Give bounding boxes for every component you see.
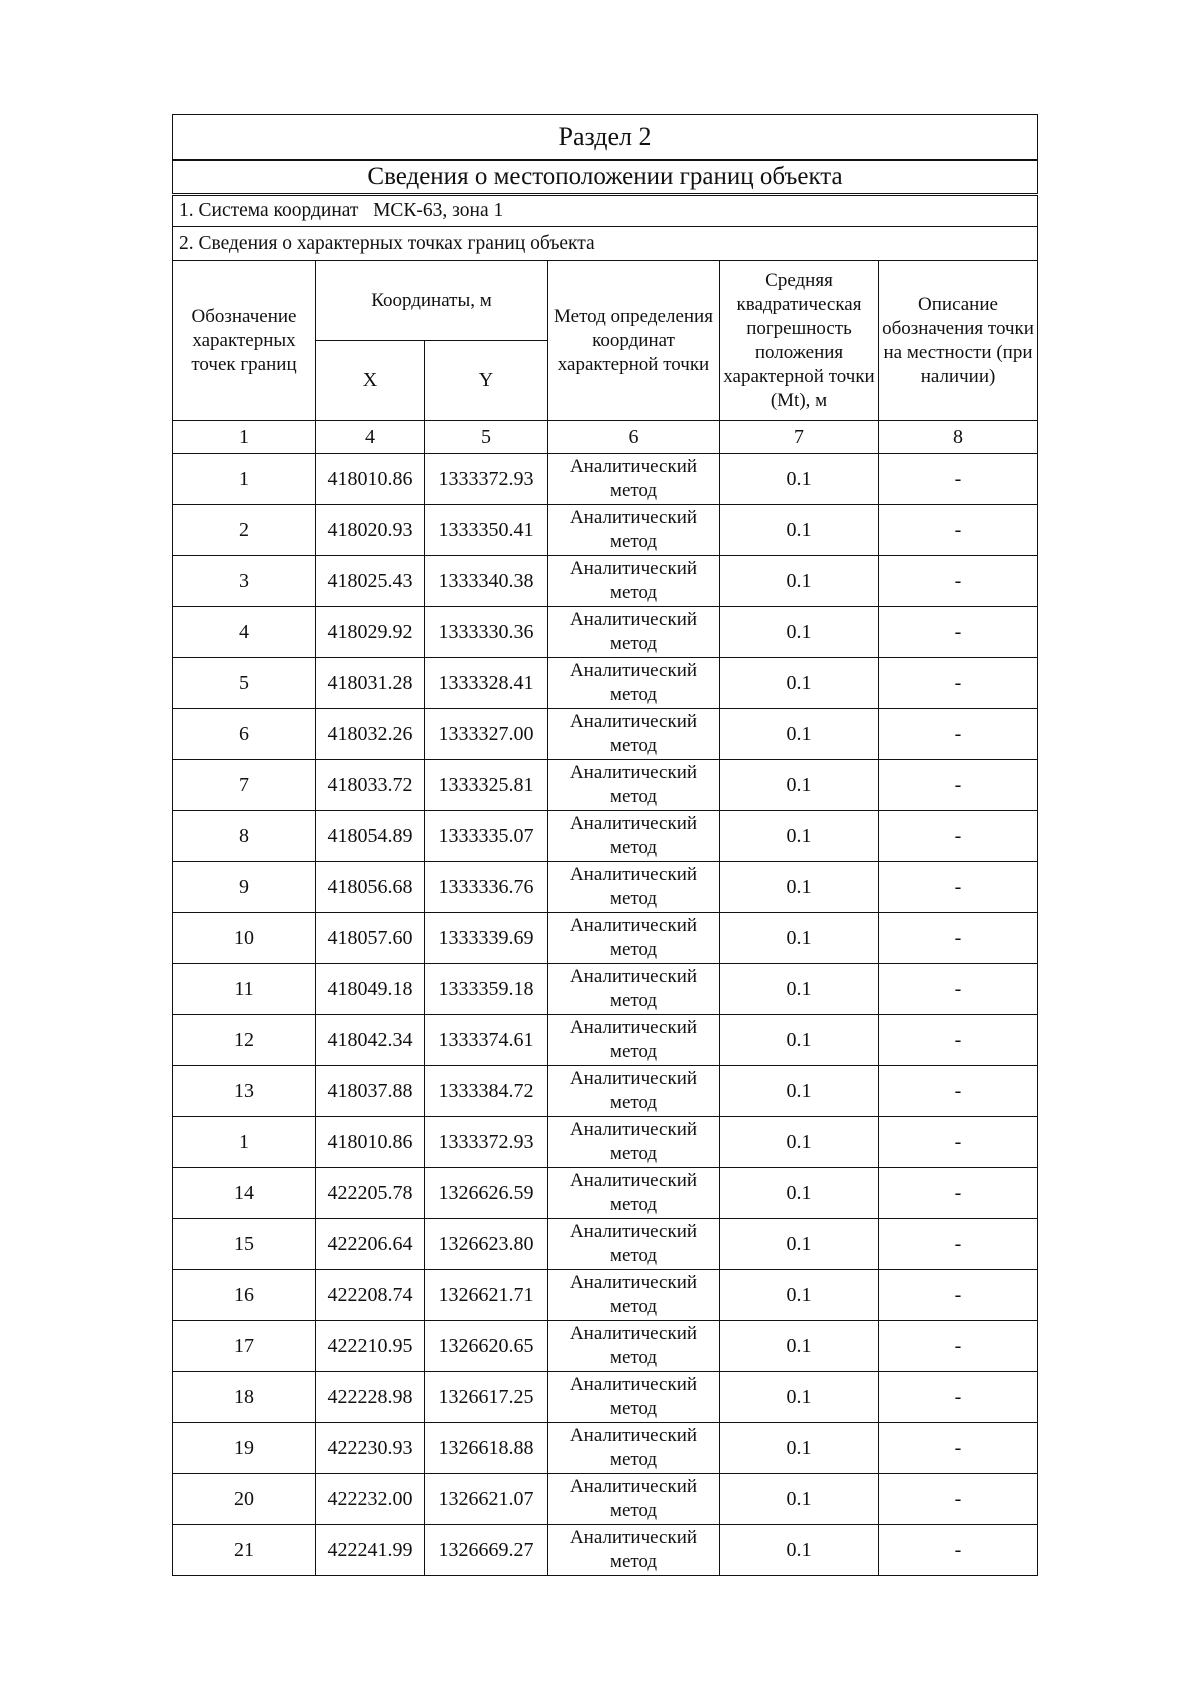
point-cell: 7: [173, 760, 316, 811]
method-cell: Аналитический метод: [548, 556, 720, 607]
x-cell: 418054.89: [316, 811, 425, 862]
accuracy-cell: 0.1: [720, 760, 879, 811]
point-cell: 20: [173, 1474, 316, 1525]
description-cell: -: [879, 1525, 1038, 1576]
accuracy-cell: 0.1: [720, 607, 879, 658]
point-cell: 5: [173, 658, 316, 709]
point-cell: 16: [173, 1270, 316, 1321]
column-number: 5: [425, 421, 548, 454]
method-cell: Аналитический метод: [548, 505, 720, 556]
method-cell: Аналитический метод: [548, 913, 720, 964]
x-cell: 418025.43: [316, 556, 425, 607]
table-row: [173, 505, 1038, 556]
y-cell: 1333340.38: [425, 556, 548, 607]
accuracy-cell: 0.1: [720, 1321, 879, 1372]
description-cell: -: [879, 1066, 1038, 1117]
accuracy-cell: 0.1: [720, 1525, 879, 1576]
x-cell: 418031.28: [316, 658, 425, 709]
accuracy-cell: 0.1: [720, 1219, 879, 1270]
point-cell: 9: [173, 862, 316, 913]
x-cell: 422205.78: [316, 1168, 425, 1219]
description-cell: -: [879, 607, 1038, 658]
table-row: [173, 811, 1038, 862]
method-cell: Аналитический метод: [548, 1372, 720, 1423]
x-cell: 418033.72: [316, 760, 425, 811]
point-cell: 12: [173, 1015, 316, 1066]
table-row: [173, 1525, 1038, 1576]
table-row: [173, 1117, 1038, 1168]
x-cell: 418037.88: [316, 1066, 425, 1117]
point-cell: 4: [173, 607, 316, 658]
description-cell: -: [879, 1423, 1038, 1474]
x-cell: 418056.68: [316, 862, 425, 913]
table-row: [173, 1474, 1038, 1525]
y-cell: 1326621.71: [425, 1270, 548, 1321]
method-cell: Аналитический метод: [548, 760, 720, 811]
accuracy-cell: 0.1: [720, 658, 879, 709]
points-heading: 2. Сведения о характерных точках границ объекта: [173, 227, 1038, 261]
x-cell: 422206.64: [316, 1219, 425, 1270]
y-cell: 1326620.65: [425, 1321, 548, 1372]
method-cell: Аналитический метод: [548, 1321, 720, 1372]
x-cell: 418049.18: [316, 964, 425, 1015]
x-cell: 418029.92: [316, 607, 425, 658]
description-cell: -: [879, 1015, 1038, 1066]
accuracy-cell: 0.1: [720, 454, 879, 505]
accuracy-cell: 0.1: [720, 913, 879, 964]
method-cell: Аналитический метод: [548, 1525, 720, 1576]
y-cell: 1326618.88: [425, 1423, 548, 1474]
y-cell: 1333339.69: [425, 913, 548, 964]
section-title: Раздел 2: [173, 115, 1038, 161]
y-cell: 1333374.61: [425, 1015, 548, 1066]
method-cell: Аналитический метод: [548, 1423, 720, 1474]
method-cell: Аналитический метод: [548, 1474, 720, 1525]
table-row: [173, 1423, 1038, 1474]
description-cell: -: [879, 1270, 1038, 1321]
x-cell: 418057.60: [316, 913, 425, 964]
description-cell: -: [879, 1321, 1038, 1372]
point-cell: 11: [173, 964, 316, 1015]
description-cell: -: [879, 1168, 1038, 1219]
accuracy-cell: 0.1: [720, 1168, 879, 1219]
y-cell: 1326621.07: [425, 1474, 548, 1525]
description-cell: -: [879, 1117, 1038, 1168]
column-number: 6: [548, 421, 720, 454]
table-row: [173, 1168, 1038, 1219]
accuracy-cell: 0.1: [720, 1015, 879, 1066]
table-row: [173, 1321, 1038, 1372]
table-row: [173, 1270, 1038, 1321]
x-cell: 422228.98: [316, 1372, 425, 1423]
y-cell: 1333336.76: [425, 862, 548, 913]
description-cell: -: [879, 811, 1038, 862]
method-cell: Аналитический метод: [548, 658, 720, 709]
header-method: Метод определения координат характерной точки: [548, 261, 720, 421]
accuracy-cell: 0.1: [720, 964, 879, 1015]
accuracy-cell: 0.1: [720, 709, 879, 760]
accuracy-cell: 0.1: [720, 811, 879, 862]
coordinate-system: 1. Система координат МСК-63, зона 1: [173, 195, 1038, 227]
table-row: [173, 964, 1038, 1015]
accuracy-cell: 0.1: [720, 1066, 879, 1117]
x-cell: 418032.26: [316, 709, 425, 760]
x-cell: 422208.74: [316, 1270, 425, 1321]
table-row: [173, 556, 1038, 607]
table-row: [173, 1015, 1038, 1066]
y-cell: 1333384.72: [425, 1066, 548, 1117]
description-cell: -: [879, 556, 1038, 607]
table-row: [173, 862, 1038, 913]
header-accuracy: Средняя квадратическая погрешность положения характерной точки (Mt), м: [720, 261, 879, 421]
method-cell: Аналитический метод: [548, 964, 720, 1015]
boundary-points-table: [172, 114, 1038, 1576]
method-cell: Аналитический метод: [548, 1168, 720, 1219]
method-cell: Аналитический метод: [548, 1117, 720, 1168]
accuracy-cell: 0.1: [720, 1474, 879, 1525]
description-cell: -: [879, 964, 1038, 1015]
method-cell: Аналитический метод: [548, 1270, 720, 1321]
table-row: [173, 709, 1038, 760]
method-cell: Аналитический метод: [548, 1219, 720, 1270]
x-cell: 422210.95: [316, 1321, 425, 1372]
point-cell: 1: [173, 454, 316, 505]
point-cell: 2: [173, 505, 316, 556]
point-cell: 14: [173, 1168, 316, 1219]
x-cell: 422230.93: [316, 1423, 425, 1474]
description-cell: -: [879, 862, 1038, 913]
accuracy-cell: 0.1: [720, 1423, 879, 1474]
y-cell: 1333335.07: [425, 811, 548, 862]
method-cell: Аналитический метод: [548, 1015, 720, 1066]
table-row: [173, 760, 1038, 811]
description-cell: -: [879, 454, 1038, 505]
y-cell: 1333328.41: [425, 658, 548, 709]
y-cell: 1326669.27: [425, 1525, 548, 1576]
header-x: X: [316, 341, 425, 421]
point-cell: 15: [173, 1219, 316, 1270]
method-cell: Аналитический метод: [548, 709, 720, 760]
accuracy-cell: 0.1: [720, 862, 879, 913]
column-number: 1: [173, 421, 316, 454]
column-number: 8: [879, 421, 1038, 454]
header-designation: Обозначение характерных точек границ: [173, 261, 316, 421]
point-cell: 8: [173, 811, 316, 862]
header-y: Y: [425, 341, 548, 421]
accuracy-cell: 0.1: [720, 1117, 879, 1168]
point-cell: 1: [173, 1117, 316, 1168]
table-row: [173, 607, 1038, 658]
y-cell: 1333327.00: [425, 709, 548, 760]
y-cell: 1326617.25: [425, 1372, 548, 1423]
x-cell: 418010.86: [316, 454, 425, 505]
x-cell: 422241.99: [316, 1525, 425, 1576]
column-number: 7: [720, 421, 879, 454]
description-cell: -: [879, 760, 1038, 811]
header-coordinates: Координаты, м: [316, 261, 548, 341]
point-cell: 17: [173, 1321, 316, 1372]
description-cell: -: [879, 1372, 1038, 1423]
method-cell: Аналитический метод: [548, 607, 720, 658]
table-row: [173, 1066, 1038, 1117]
description-cell: -: [879, 1219, 1038, 1270]
table-row: [173, 658, 1038, 709]
x-cell: 422232.00: [316, 1474, 425, 1525]
method-cell: Аналитический метод: [548, 454, 720, 505]
point-cell: 10: [173, 913, 316, 964]
accuracy-cell: 0.1: [720, 1270, 879, 1321]
y-cell: 1333330.36: [425, 607, 548, 658]
point-cell: 18: [173, 1372, 316, 1423]
accuracy-cell: 0.1: [720, 505, 879, 556]
y-cell: 1326623.80: [425, 1219, 548, 1270]
y-cell: 1333372.93: [425, 454, 548, 505]
table-row: [173, 913, 1038, 964]
description-cell: -: [879, 709, 1038, 760]
description-cell: -: [879, 658, 1038, 709]
table-subtitle: Сведения о местоположении границ объекта: [173, 160, 1038, 195]
point-cell: 6: [173, 709, 316, 760]
point-cell: 13: [173, 1066, 316, 1117]
y-cell: 1333325.81: [425, 760, 548, 811]
description-cell: -: [879, 1474, 1038, 1525]
description-cell: -: [879, 505, 1038, 556]
y-cell: 1326626.59: [425, 1168, 548, 1219]
method-cell: Аналитический метод: [548, 811, 720, 862]
x-cell: 418042.34: [316, 1015, 425, 1066]
x-cell: 418020.93: [316, 505, 425, 556]
table-row: [173, 1219, 1038, 1270]
point-cell: 19: [173, 1423, 316, 1474]
method-cell: Аналитический метод: [548, 1066, 720, 1117]
x-cell: 418010.86: [316, 1117, 425, 1168]
accuracy-cell: 0.1: [720, 556, 879, 607]
table-row: [173, 454, 1038, 505]
table-row: [173, 1372, 1038, 1423]
point-cell: 21: [173, 1525, 316, 1576]
method-cell: Аналитический метод: [548, 862, 720, 913]
y-cell: 1333372.93: [425, 1117, 548, 1168]
description-cell: -: [879, 913, 1038, 964]
column-number: 4: [316, 421, 425, 454]
accuracy-cell: 0.1: [720, 1372, 879, 1423]
header-description: Описание обозначения точки на местности (при наличии): [879, 261, 1038, 421]
y-cell: 1333359.18: [425, 964, 548, 1015]
y-cell: 1333350.41: [425, 505, 548, 556]
point-cell: 3: [173, 556, 316, 607]
